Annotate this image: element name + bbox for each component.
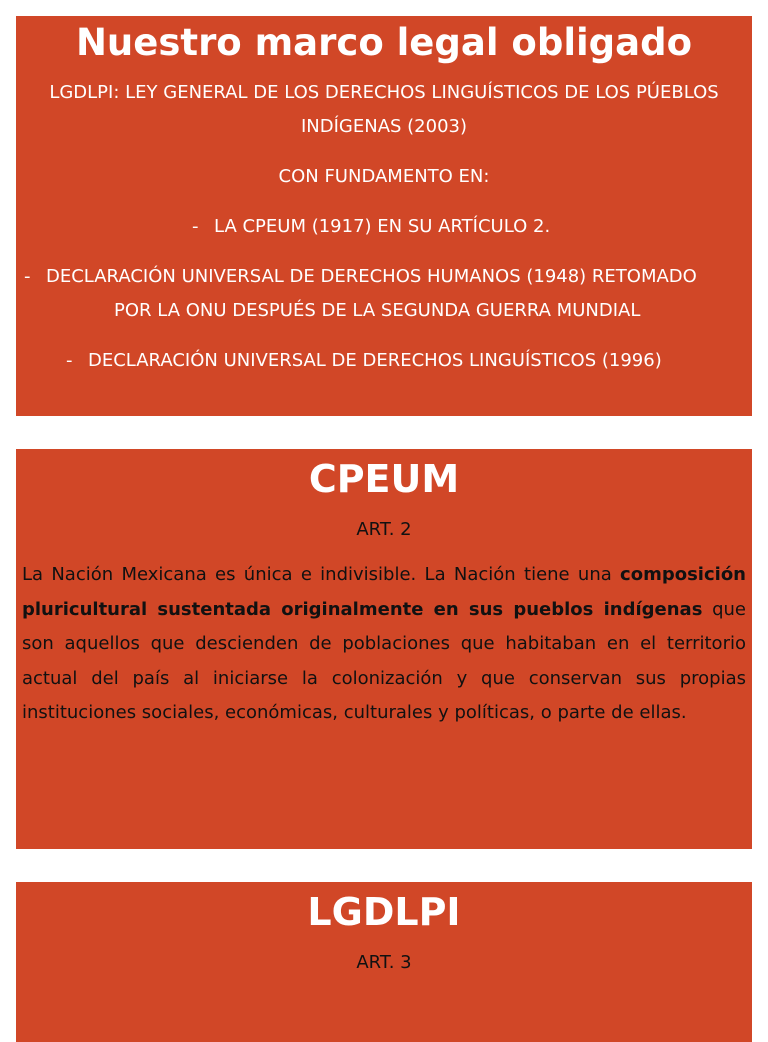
law-line-1: LGDLPI: LEY GENERAL DE LOS DERECHOS LINGUÍSTICOS DE LOS PÚEBLOS [49,82,719,103]
article-label: ART. 2 [356,519,412,540]
list-item: - DECLARACIÓN UNIVERSAL DE DERECHOS LINGUÍSTICOS (1996) [16,344,752,378]
list-item-continuation: POR LA ONU DESPUÉS DE LA SEGUNDA GUERRA MUNDIAL [114,300,641,321]
dash-bullet: - [66,350,73,371]
slide-title: Nuestro marco legal obligado [75,21,693,64]
slide-cpeum [16,449,752,849]
dash-bullet: - [24,266,31,287]
list-item: - DECLARACIÓN UNIVERSAL DE DERECHOS HUMANOS (1948) RETOMADO [16,260,752,294]
slide-marco-legal [16,16,752,416]
list-item: - LA CPEUM (1917) EN SU ARTÍCULO 2. [16,210,752,244]
article-label: ART. 3 [356,952,412,973]
law-line-2: INDÍGENAS (2003) [300,116,468,137]
emphasis-text: composición pluricultural sustentada originalmente en sus pueblos indígenas [22,564,746,620]
slide-title: CPEUM [308,457,460,501]
dash-bullet: - [192,216,199,237]
slide-title: LGDLPI [307,890,461,934]
slide-lgdlpi [16,882,752,1042]
article-text: La Nación Mexicana es única e indivisible. La Nación tiene una composición pluricultural sustentada originalmente en sus pueblos indígenas que son aquellos que descienden de poblaciones que habitaban en el territorio actual del país al iniciarse la colonización y que conservan sus propias instituciones sociales, económicas, culturales y políticas, o parte de ellas. [22,564,746,723]
basis-heading: CON FUNDAMENTO EN: [278,166,490,187]
